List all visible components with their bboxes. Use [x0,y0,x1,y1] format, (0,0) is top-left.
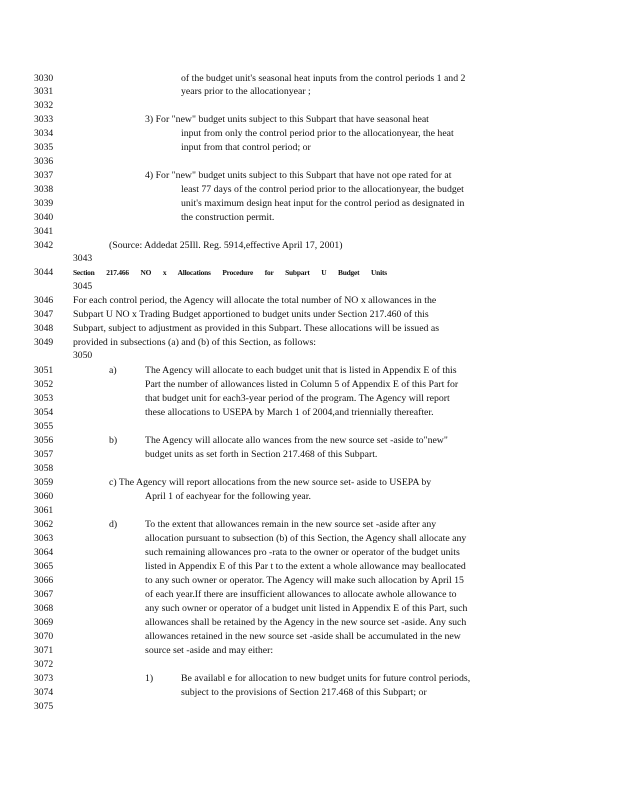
line-3031 [0,86,618,98]
line-3064 [0,547,618,559]
line-number: 3053 [34,393,54,404]
line-number: 3066 [34,575,54,586]
line-number: 3072 [34,659,54,670]
line-3066 [0,575,618,587]
line-text: provided in subsections (a) and (b) of this Section, as follows: [73,337,316,348]
line-3055 [0,421,618,433]
line-text: of the budget unit's seasonal heat inputs from the control periods 1 and 2 [181,73,466,84]
line-text: subject to the provisions of Section 217.468 of this Subpart; or [181,687,427,698]
line-number: 3071 [34,645,54,656]
line-number: 3065 [34,561,54,572]
line-3030 [0,73,618,85]
line-text: these allocations to USEPA by March 1 of 2004,and triennially thereafter. [145,407,434,418]
line-number: 3075 [34,701,54,712]
line-3034 [0,128,618,140]
line-text: input from only the control period prior to the allocationyear, the heat [181,128,454,139]
section-heading: Section 217.466 NO x Allocations Procedure for Subpart U Budget Units [73,268,387,277]
line-text: allocation pursuant to subsection (b) of this Section, the Agency shall allocate any [145,533,467,544]
line-number: 3064 [34,547,54,558]
line-3048 [0,323,618,335]
line-3045 [0,281,618,293]
line-number: 3030 [34,73,54,84]
item-marker: d) [109,519,118,530]
line-number: 3041 [34,226,54,237]
line-text: The Agency will allocate allo wances from the new source set -aside to"new" [145,435,448,446]
item-marker: 1) [145,673,154,684]
line-3067 [0,589,618,601]
line-text: unit's maximum design heat input for the control period as designated in [181,198,465,209]
line-3033 [0,114,618,126]
line-number: 3058 [34,463,54,474]
line-number: 3067 [34,589,54,600]
line-text: source set -aside and may either: [145,645,274,656]
line-number: 3056 [34,435,54,446]
line-3062 [0,519,618,531]
line-text: input from that control period; or [181,142,311,153]
line-number: 3033 [34,114,54,125]
line-3039 [0,198,618,210]
line-3043 [0,253,618,265]
line-text: 3) For "new" budget units subject to this Subpart that have seasonal heat [145,114,429,125]
line-number: 3040 [34,212,54,223]
line-3061 [0,505,618,517]
line-3059 [0,477,618,489]
line-3053 [0,393,618,405]
line-text: such remaining allowances pro -rata to the owner or operator of the budget units [145,547,460,558]
line-number: 3047 [34,309,54,320]
line-3063 [0,533,618,545]
line-3041 [0,226,618,238]
line-text: years prior to the allocationyear ; [181,86,311,97]
line-3042 [0,240,618,252]
line-text: April 1 of eachyear for the following year. [145,491,311,502]
line-text: allowances shall be retained by the Agency in the new source set -aside. Any such [145,617,467,628]
line-3060 [0,491,618,503]
line-text: the construction permit. [181,212,275,223]
line-number: 3048 [34,323,54,334]
line-3044 [0,267,618,279]
line-number: 3044 [34,267,54,278]
line-number: 3035 [34,142,54,153]
line-3065 [0,561,618,573]
line-text: listed in Appendix E of this Par t to the extent a whole allowance may beallocated [145,561,466,572]
line-3056 [0,435,618,447]
line-3071 [0,645,618,657]
line-number: 3055 [34,421,54,432]
line-3072 [0,659,618,671]
line-number: 3051 [34,365,54,376]
line-text: c) The Agency will report allocations from the new source set- aside to USEPA by [109,477,432,488]
line-3075 [0,701,618,713]
line-number: 3068 [34,603,54,614]
line-number: 3042 [34,240,54,251]
line-number: 3043 [73,253,93,264]
line-text: Subpart U NO x Trading Budget apportioned to budget units under Section 217.460 of this [73,309,429,320]
line-3069 [0,617,618,629]
line-text: Part the number of allowances listed in Column 5 of Appendix E of this Part for [145,379,459,390]
line-3068 [0,603,618,615]
line-number: 3074 [34,687,54,698]
line-3050 [0,350,618,362]
line-number: 3059 [34,477,54,488]
line-number: 3054 [34,407,54,418]
line-number: 3032 [34,100,54,111]
line-text: budget units as set forth in Section 217.468 of this Subpart. [145,449,378,460]
line-number: 3062 [34,519,54,530]
line-text: least 77 days of the control period prior to the allocationyear, the budget [181,184,464,195]
line-number: 3039 [34,198,54,209]
line-text: To the extent that allowances remain in the new source set -aside after any [145,519,437,530]
line-number: 3063 [34,533,54,544]
line-number: 3045 [73,281,93,292]
line-number: 3069 [34,617,54,628]
line-3070 [0,631,618,643]
line-3074 [0,687,618,699]
item-marker: b) [109,435,118,446]
line-number: 3049 [34,337,54,348]
line-text: For each control period, the Agency will allocate the total number of NO x allowances in the [73,295,437,306]
line-text: The Agency will allocate to each budget unit that is listed in Appendix E of this [145,365,457,376]
line-number: 3031 [34,86,54,97]
line-3047 [0,309,618,321]
line-number: 3061 [34,505,54,516]
line-3032 [0,100,618,112]
line-text: that budget unit for each3-year period of the program. The Agency will report [145,393,450,404]
line-text: any such owner or operator of a budget unit listed in Appendix E of this Part, such [145,603,468,614]
line-number: 3046 [34,295,54,306]
line-3057 [0,449,618,461]
line-3036 [0,156,618,168]
line-3035 [0,142,618,154]
line-text: 4) For "new" budget units subject to this Subpart that have not ope rated for at [145,170,452,181]
line-3052 [0,379,618,391]
line-number: 3070 [34,631,54,642]
line-text: to any such owner or operator. The Agency will make such allocation by April 15 [145,575,464,586]
source-note: (Source: Addedat 25Ill. Reg. 5914,effective April 17, 2001) [109,240,343,251]
line-text: Subpart, subject to adjustment as provided in this Subpart. These allocations will be issued as [73,323,440,334]
line-3051 [0,365,618,377]
line-number: 3073 [34,673,54,684]
line-text: Be availabl e for allocation to new budget units for future control periods, [181,673,471,684]
line-number: 3057 [34,449,54,460]
line-3040 [0,212,618,224]
line-3046 [0,295,618,307]
line-number: 3050 [73,350,93,361]
line-number: 3038 [34,184,54,195]
line-number: 3060 [34,491,54,502]
line-number: 3052 [34,379,54,390]
line-3049 [0,337,618,349]
line-3037 [0,170,618,182]
line-3054 [0,407,618,419]
line-3073 [0,673,618,685]
line-text: allowances retained in the new source set -aside shall be accumulated in the new [145,631,461,642]
line-text: of each year.If there are insufficient allowances to allocate awhole allowance to [145,589,457,600]
line-number: 3037 [34,170,54,181]
line-3058 [0,463,618,475]
line-number: 3036 [34,156,54,167]
line-3038 [0,184,618,196]
line-number: 3034 [34,128,54,139]
item-marker: a) [109,365,117,376]
